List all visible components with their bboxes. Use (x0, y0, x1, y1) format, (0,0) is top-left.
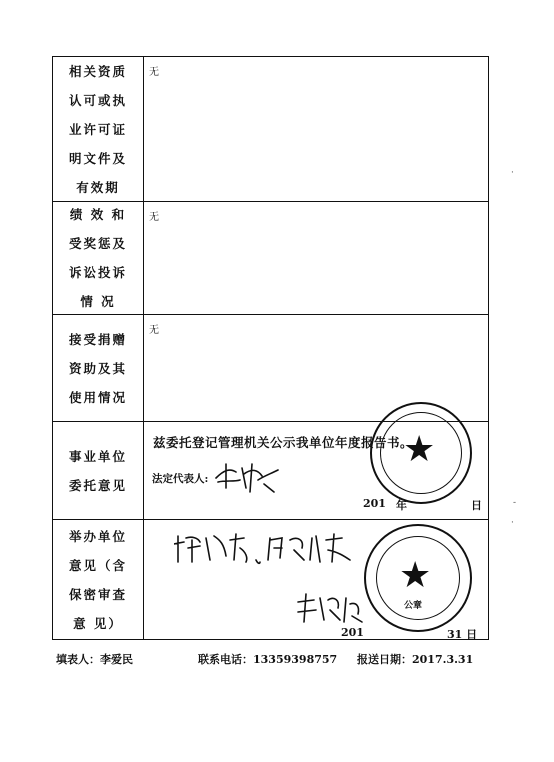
label-line: 事业单位 (68, 448, 127, 464)
label-line: 诉讼投诉 (68, 265, 127, 280)
delegation-declaration: 兹委托登记管理机关公示我单位年度报告书。 (153, 435, 414, 450)
label-line: 委托意见 (68, 477, 127, 493)
legal-representative-label: 法定代表人: (152, 473, 209, 485)
table-row (53, 421, 488, 519)
value-cell-delegation (144, 422, 488, 519)
value-text: 无 (149, 67, 159, 78)
seal-star-icon: ★ (403, 429, 436, 470)
sponsor-date-year: 201 (341, 626, 364, 639)
annual-report-table (52, 56, 489, 640)
sponsor-signature (294, 592, 364, 626)
label-cell-sponsor-opinion (53, 520, 144, 639)
table-row (53, 57, 488, 201)
footer-filler: 填表人：李爱民 (56, 653, 133, 666)
seal-star-icon: ★ (399, 555, 432, 596)
value-cell-performance (144, 202, 488, 314)
unit-official-seal (370, 402, 472, 504)
legal-representative-signature (212, 458, 282, 496)
delegation-date-month-marker: 年 (396, 499, 407, 512)
sponsor-official-seal (364, 524, 472, 632)
label-line: 资助及其 (68, 360, 127, 376)
label-line: 情 况 (80, 294, 116, 309)
label-cell-delegation (53, 422, 144, 519)
footer-report-date: 报送日期：2017.3.31 (357, 653, 474, 666)
table-row (53, 519, 488, 639)
sponsor-date-day: 31 日 (447, 628, 478, 641)
label-line: 使用情况 (68, 389, 127, 405)
label-line: 绩 效 和 (69, 207, 127, 222)
label-cell-qualifications (53, 57, 144, 201)
label-cell-donations (53, 315, 144, 421)
delegation-date-day-marker: 日 (471, 499, 482, 512)
label-line: 有效期 (76, 179, 120, 195)
value-cell-sponsor-opinion (144, 520, 488, 639)
table-row (53, 201, 488, 314)
margin-scan-mark: - (513, 498, 517, 508)
label-line: 意 见） (73, 615, 123, 631)
footer-phone: 联系电话：13359398757 (198, 653, 338, 666)
seal-small-label: 公章 (404, 601, 423, 611)
margin-scan-mark: · (511, 518, 514, 528)
delegation-date-year: 201 (363, 497, 386, 510)
sponsor-handwritten-opinion (174, 530, 364, 566)
label-cell-performance (53, 202, 144, 314)
label-line: 明文件及 (68, 150, 127, 166)
margin-scan-mark: · (511, 168, 514, 178)
label-line: 接受捐赠 (68, 331, 127, 347)
label-line: 认可或执 (68, 92, 127, 108)
value-text: 无 (149, 325, 159, 336)
label-line: 意见（含 (68, 557, 127, 573)
label-line: 保密审查 (68, 586, 127, 602)
value-text: 无 (149, 212, 159, 223)
label-line: 受奖惩及 (68, 236, 127, 251)
label-line: 举办单位 (68, 528, 127, 544)
label-line: 业许可证 (68, 121, 127, 137)
value-cell-qualifications (144, 57, 488, 201)
label-line: 相关资质 (68, 63, 127, 79)
